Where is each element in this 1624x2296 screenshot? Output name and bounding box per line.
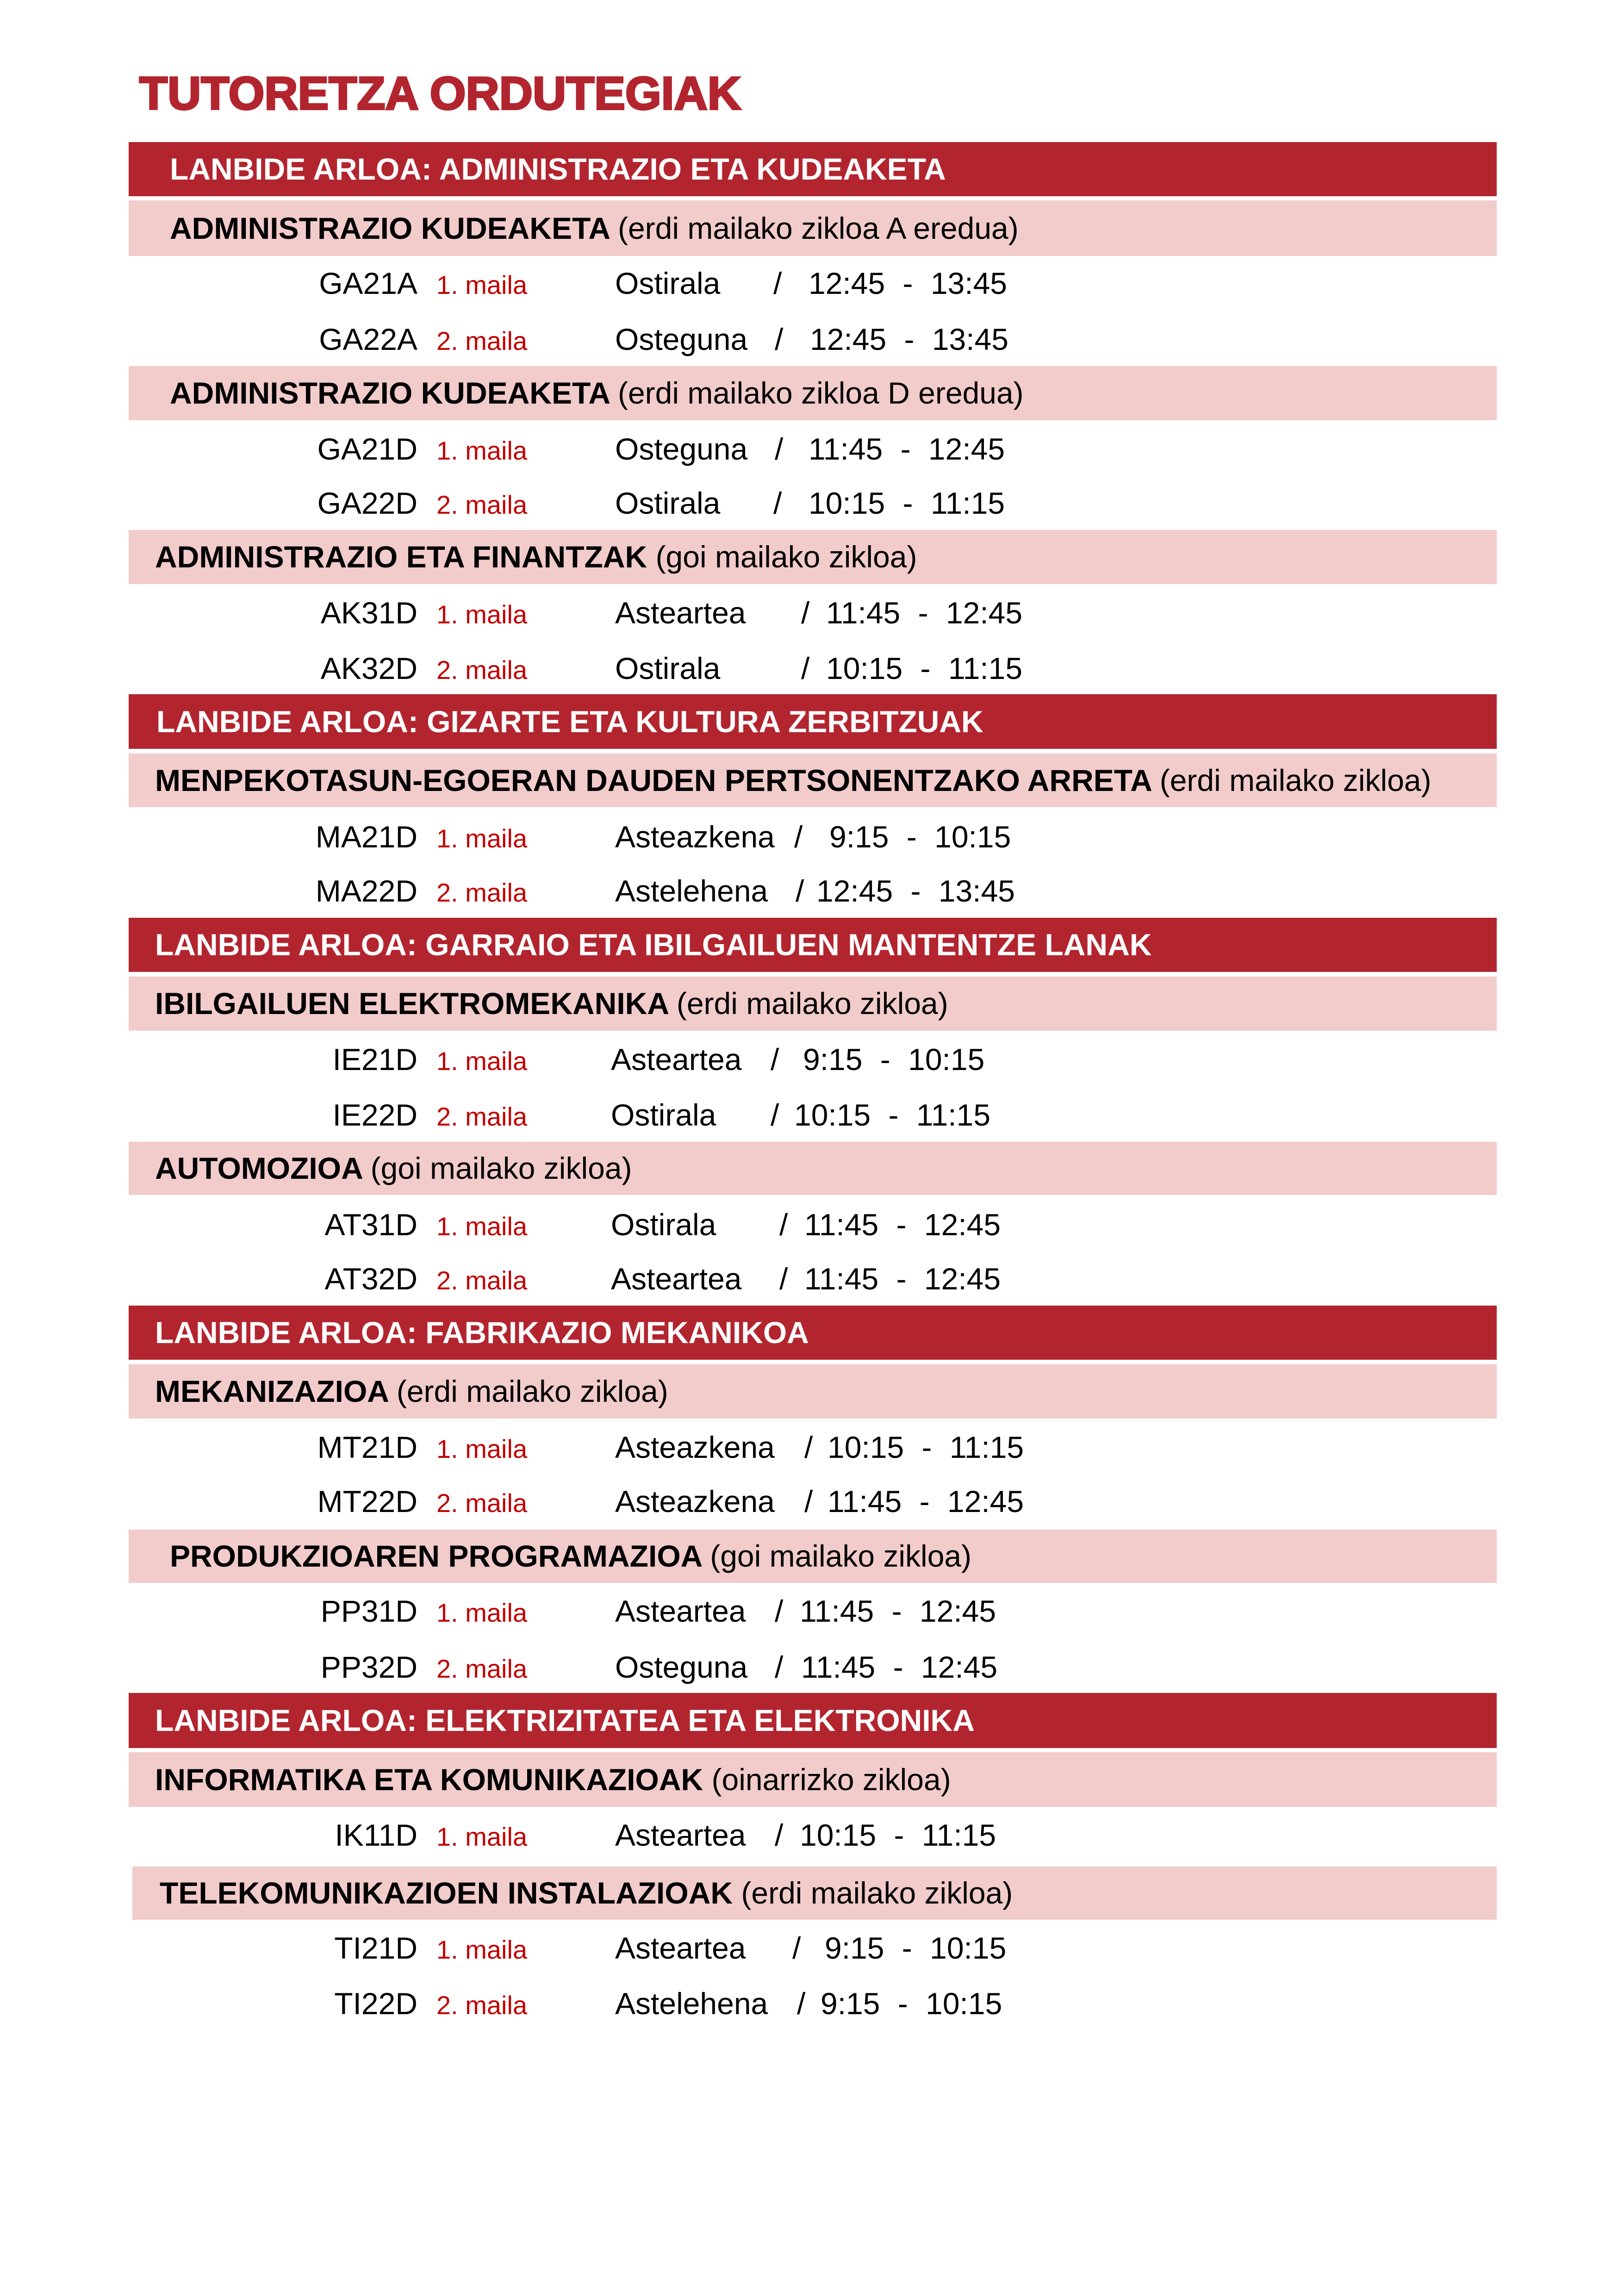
program-name: ADMINISTRAZIO KUDEAKETA (170, 211, 610, 245)
program-header (129, 366, 1497, 420)
program-detail: (erdi mailako zikloa) (1159, 763, 1431, 797)
group-day: Asteartea (615, 596, 746, 630)
program-name: ADMINISTRAZIO KUDEAKETA (170, 376, 610, 410)
group-code: GA21A (319, 266, 417, 300)
program-header (129, 753, 1497, 807)
group-day: Astelehena (615, 874, 768, 908)
group-code: AT31D (324, 1207, 417, 1242)
group-time: 9:15 - 10:15 (829, 820, 1011, 854)
separator: / (804, 1484, 813, 1518)
program-detail: (erdi mailako zikloa) (676, 986, 948, 1020)
group-level: 2. maila (436, 1266, 528, 1295)
group-time: 11:45 - 12:45 (828, 1484, 1024, 1518)
group-time: 10:15 - 11:15 (800, 1818, 996, 1852)
group-time: 10:15 - 11:15 (828, 1430, 1024, 1464)
group-time: 10:15 - 11:15 (794, 1098, 991, 1132)
separator: / (775, 1650, 784, 1684)
group-level: 2. maila (436, 1488, 528, 1518)
group-time: 11:45 - 12:45 (804, 1262, 1001, 1296)
group-day: Asteartea (611, 1262, 742, 1296)
group-time: 9:15 - 10:15 (821, 1986, 1002, 2021)
group-code: TI21D (334, 1931, 417, 1965)
group-code: AT32D (324, 1262, 417, 1296)
program-header (129, 530, 1497, 584)
group-code: PP32D (320, 1650, 417, 1684)
group-level: 1. maila (436, 1434, 528, 1463)
group-day: Asteartea (615, 1818, 746, 1852)
group-code: MT22D (317, 1484, 417, 1518)
separator: / (775, 1818, 784, 1852)
group-code: MA21D (315, 820, 417, 854)
program-detail: (goi mailako zikloa) (655, 540, 917, 574)
group-code: GA22D (317, 486, 417, 520)
program-detail: (goi mailako zikloa) (370, 1151, 632, 1185)
area-header (129, 1306, 1497, 1360)
program-header (129, 1364, 1497, 1419)
separator: / (801, 596, 810, 630)
group-time: 10:15 - 11:15 (826, 651, 1023, 685)
group-time: 11:45 - 12:45 (801, 1650, 998, 1684)
schedule-row (0, 1933, 1006, 1965)
schedule-row (0, 1044, 984, 1076)
separator: / (775, 432, 784, 466)
group-time: 12:45 - 13:45 (810, 322, 1008, 356)
area-header (129, 142, 1497, 196)
program-header (129, 1530, 1497, 1583)
schedule-row (0, 1820, 996, 1852)
schedule-row (0, 1596, 996, 1628)
group-day: Osteguna (615, 432, 748, 466)
separator: / (771, 1098, 779, 1132)
group-code: TI22D (334, 1986, 417, 2021)
group-code: GA21D (317, 432, 417, 466)
separator: / (771, 1042, 779, 1076)
area-header (129, 1693, 1497, 1748)
separator: / (796, 874, 804, 908)
schedule-row (0, 1652, 997, 1684)
program-detail: (goi mailako zikloa) (710, 1539, 972, 1573)
group-time: 12:45 - 13:45 (816, 874, 1015, 908)
group-level: 2. maila (436, 1102, 528, 1131)
group-day: Asteartea (615, 1594, 746, 1628)
page-title: TUTORETZA ORDUTEGIAK (139, 68, 741, 119)
group-day: Asteartea (611, 1042, 742, 1076)
group-day: Osteguna (615, 1650, 748, 1684)
schedule-row (0, 1209, 1001, 1242)
group-level: 1. maila (436, 600, 528, 629)
group-code: MT21D (317, 1430, 417, 1464)
group-day: Ostirala (615, 486, 721, 520)
group-level: 1. maila (436, 1212, 528, 1241)
group-day: Astelehena (615, 1986, 768, 2021)
schedule-row (0, 597, 1022, 630)
group-code: IE21D (332, 1042, 417, 1076)
program-detail: (erdi mailako zikloa) (741, 1876, 1013, 1910)
program-header (132, 1867, 1497, 1920)
schedule-row (0, 1432, 1024, 1464)
group-time: 11:45 - 12:45 (826, 596, 1023, 630)
schedule-row (0, 268, 1007, 300)
program-header (129, 977, 1497, 1031)
group-time: 11:45 - 12:45 (804, 1207, 1001, 1242)
schedule-row (0, 1100, 990, 1132)
group-code: IK11D (335, 1818, 417, 1852)
group-time: 9:15 - 10:15 (803, 1042, 985, 1076)
program-name: MENPEKOTASUN-EGOERAN DAUDEN PERTSONENTZAKO ARRETA (155, 763, 1151, 797)
separator: / (804, 1430, 813, 1464)
separator: / (792, 1931, 801, 1965)
program-name: PRODUKZIOAREN PROGRAMAZIOA (170, 1539, 702, 1573)
program-detail: (erdi mailako zikloa A eredua) (617, 211, 1019, 245)
group-day: Asteartea (615, 1931, 746, 1965)
group-level: 1. maila (436, 270, 528, 299)
group-level: 1. maila (436, 1046, 528, 1076)
separator: / (773, 266, 782, 300)
group-day: Asteazkena (615, 1484, 775, 1518)
program-header (129, 1752, 1497, 1807)
separator: / (794, 820, 803, 854)
group-time: 11:45 - 12:45 (800, 1594, 996, 1628)
area-title: LANBIDE ARLOA: GARRAIO ETA IBILGAILUEN MANTENTZE LANAK (155, 927, 1152, 962)
program-name: IBILGAILUEN ELEKTROMEKANIKA (155, 986, 668, 1020)
program-name: ADMINISTRAZIO ETA FINANTZAK (155, 540, 647, 574)
schedule-row (0, 876, 1015, 908)
area-header (129, 918, 1497, 972)
program-detail: (erdi mailako zikloa) (396, 1374, 668, 1408)
group-day: Ostirala (615, 266, 721, 300)
group-code: AK31D (320, 596, 417, 630)
program-name: AUTOMOZIOA (155, 1151, 362, 1185)
separator: / (775, 1594, 784, 1628)
group-level: 2. maila (436, 1654, 528, 1683)
group-level: 2. maila (436, 878, 528, 907)
group-time: 9:15 - 10:15 (825, 1931, 1007, 1965)
group-code: MA22D (315, 874, 417, 908)
area-title: LANBIDE ARLOA: ELEKTRIZITATEA ETA ELEKTRONIKA (155, 1703, 975, 1737)
program-name: MEKANIZAZIOA (155, 1374, 388, 1408)
group-code: PP31D (320, 1594, 417, 1628)
group-day: Asteazkena (615, 820, 775, 854)
group-level: 2. maila (436, 326, 528, 355)
group-time: 11:45 - 12:45 (809, 432, 1005, 466)
schedule-row (0, 1486, 1024, 1518)
separator: / (779, 1207, 788, 1242)
group-code: IE22D (332, 1098, 417, 1132)
area-title: LANBIDE ARLOA: GIZARTE ETA KULTURA ZERBITZUAK (156, 704, 983, 739)
group-day: Ostirala (611, 1207, 716, 1242)
area-title: LANBIDE ARLOA: FABRIKAZIO MEKANIKOA (155, 1315, 809, 1350)
group-level: 2. maila (436, 1991, 528, 2020)
schedule-row (0, 488, 1005, 520)
separator: / (797, 1986, 806, 2021)
group-level: 1. maila (436, 436, 528, 465)
area-title: LANBIDE ARLOA: ADMINISTRAZIO ETA KUDEAKETA (170, 152, 946, 186)
group-day: Asteazkena (615, 1430, 775, 1464)
group-level: 1. maila (436, 824, 528, 853)
program-header (129, 1142, 1497, 1195)
group-day: Ostirala (615, 651, 721, 685)
separator: / (779, 1262, 788, 1296)
group-level: 1. maila (436, 1935, 528, 1964)
group-day: Ostirala (611, 1098, 716, 1132)
program-name: INFORMATIKA ETA KOMUNIKAZIOAK (155, 1762, 703, 1797)
group-level: 2. maila (436, 655, 528, 684)
schedule-row (0, 324, 1008, 356)
schedule-row (0, 1988, 1002, 2021)
separator: / (775, 322, 784, 356)
group-level: 2. maila (436, 490, 528, 519)
group-level: 1. maila (436, 1822, 528, 1851)
group-time: 12:45 - 13:45 (809, 266, 1007, 300)
program-detail: (oinarrizko zikloa) (711, 1762, 951, 1797)
area-header (129, 694, 1497, 749)
group-code: GA22A (319, 322, 417, 356)
program-detail: (erdi mailako zikloa D eredua) (617, 376, 1024, 410)
schedule-row (0, 434, 1005, 466)
group-level: 1. maila (436, 1598, 528, 1627)
separator: / (801, 651, 810, 685)
group-day: Osteguna (615, 322, 748, 356)
program-name: TELEKOMUNIKAZIOEN INSTALAZIOAK (160, 1876, 733, 1910)
schedule-row (0, 1263, 1001, 1296)
group-code: AK32D (320, 651, 417, 685)
program-header (129, 200, 1497, 256)
group-time: 10:15 - 11:15 (809, 486, 1005, 520)
schedule-row (0, 653, 1022, 685)
separator: / (773, 486, 782, 520)
schedule-row (0, 821, 1011, 854)
